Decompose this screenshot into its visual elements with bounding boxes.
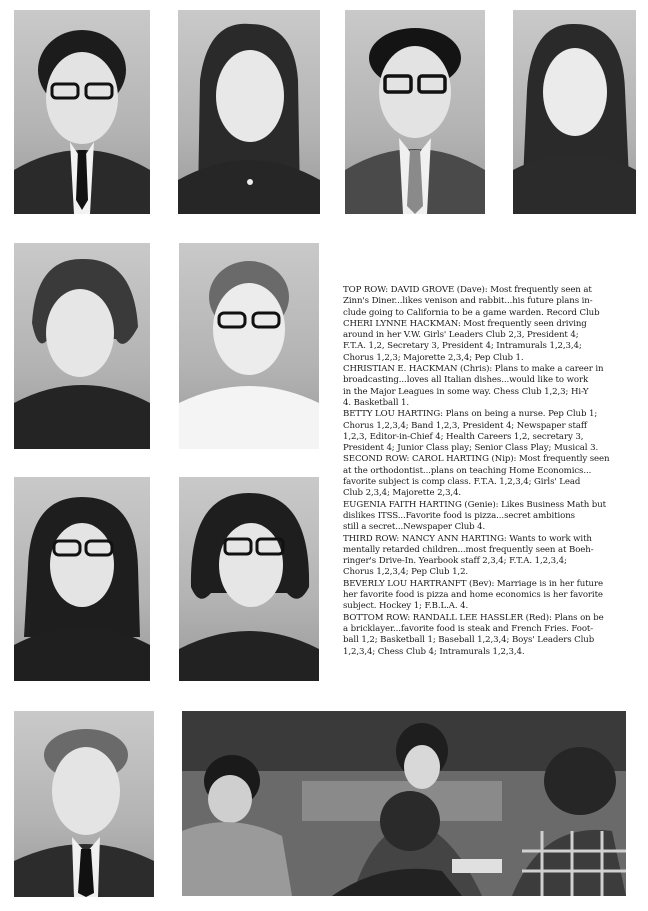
caption-line: broadcasting...loves all Italian dishes...would like to work — [343, 375, 589, 386]
caption-line: BOTTOM ROW: RANDALL LEE HASSLER (Red): Plans on be — [343, 612, 604, 623]
caption-line: TOP ROW: DAVID GROVE (Dave): Most frequently seen at — [343, 285, 592, 295]
caption-line: Zinn's Diner...likes venison and rabbit...his future plans in- — [343, 296, 593, 307]
caption-line: President 4; Junior Class play; Senior Class Play; Musical 3. — [343, 443, 599, 454]
caption-line: SECOND ROW: CAROL HARTING (Nip): Most frequently seen — [343, 454, 610, 465]
portrait-david-grove — [14, 10, 150, 214]
caption-line: favorite subject is comp class. F.T.A. 1,2,3,4; Girls' Lead — [343, 477, 581, 488]
caption-line: subject. Hockey 1; F.B.L.A. 4. — [343, 601, 469, 612]
caption-line: BEVERLY LOU HARTRANFT (Bev): Marriage is in her future — [343, 578, 603, 589]
caption-line: Club 2,3,4; Majorette 2,3,4. — [343, 488, 462, 499]
portrait-beverly-lou-hartranft — [179, 477, 319, 681]
caption-line: ringer's Drive-In. Yearbook staff 2,3,4; F.T.A. 1,2,3,4; — [343, 556, 567, 567]
caption-line: mentally retarded children...most frequently seen at Boeh- — [343, 544, 594, 555]
caption-line: 1,2,3,4; Chess Club 4; Intramurals 1,2,3,4. — [343, 646, 525, 657]
portrait-cheri-lynne-hackman — [178, 10, 320, 214]
portrait-eugenia-faith-harting — [179, 243, 319, 449]
caption-line: F.T.A. 1,2, Secretary 3, President 4; Intramurals 1,2,3,4; — [343, 341, 582, 352]
caption-line: 4. Basketball 1. — [343, 397, 409, 408]
caption-line: Chorus 1,2,3; Majorette 2,3,4; Pep Club 1. — [343, 352, 524, 363]
caption-line: around in her V.W. Girls' Leaders Club 2,3, President 4; — [343, 330, 579, 341]
caption-line: her favorite food is pizza and home economics is her favorite — [343, 590, 603, 601]
caption-line: a bricklayer...favorite food is steak and French Fries. Foot- — [343, 623, 594, 634]
caption-line: CHRISTIAN E. HACKMAN (Chris): Plans to make a career in — [343, 364, 604, 375]
portrait-nancy-ann-harting — [14, 477, 150, 681]
senior-biographies-caption — [343, 285, 636, 658]
caption-line: dislikes ITSS...Favorite food is pizza...secret ambitions — [343, 510, 575, 521]
portrait-betty-lou-harting — [513, 10, 636, 214]
caption-line: THIRD ROW: NANCY ANN HARTING: Wants to work with — [343, 533, 592, 544]
caption-line: still a secret...Newspaper Club 4. — [343, 522, 486, 533]
caption-line: Chorus 1,2,3,4; Band 1,2,3, President 4; Newspaper staff — [343, 420, 588, 431]
caption-line: BETTY LOU HARTING: Plans on being a nurse. Pep Club 1; — [343, 409, 598, 420]
portrait-carol-harting — [14, 243, 150, 449]
candid-cafeteria-photo — [182, 711, 626, 896]
portrait-christian-hackman — [345, 10, 485, 214]
caption-line: ball 1,2; Basketball 1; Baseball 1,2,3,4; Boys' Leaders Club — [343, 635, 595, 646]
portrait-randall-lee-hassler — [14, 711, 154, 897]
caption-line: 1,2,3, Editor-in-Chief 4; Health Careers 1,2, secretary 3, — [343, 431, 584, 442]
caption-line: EUGENIA FAITH HARTING (Genie): Likes Business Math but — [343, 499, 606, 510]
caption-line: at the orthodontist...plans on teaching Home Economics... — [343, 465, 592, 476]
caption-line: in the Major Leagues in some way. Chess Club 1,2,3; Hi-Y — [343, 386, 589, 397]
caption-line: CHERI LYNNE HACKMAN: Most frequently seen driving — [343, 318, 587, 329]
caption-line: clude going to California to be a game warden. Record Club — [343, 307, 600, 318]
caption-line: Chorus 1,2,3,4; Pep Club 1,2. — [343, 567, 469, 578]
